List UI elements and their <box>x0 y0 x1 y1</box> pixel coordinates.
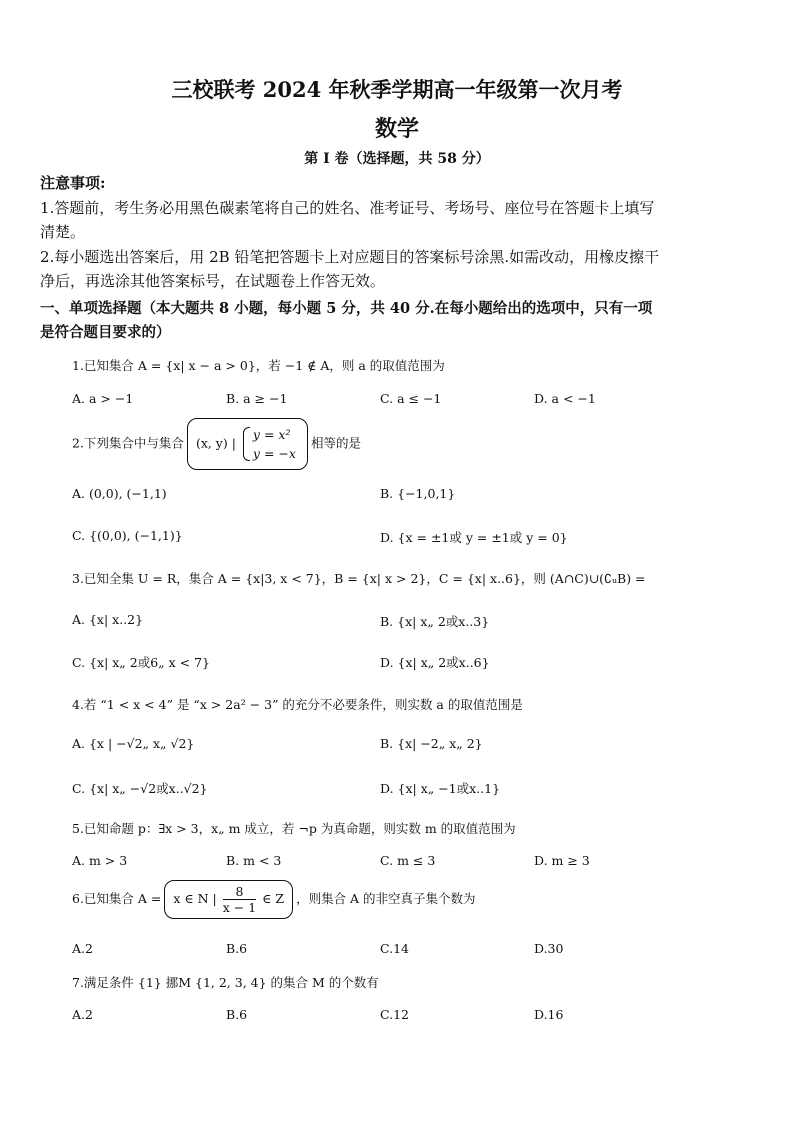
q4-option-a: A. {x | −√2„ x„ √2} <box>72 736 195 751</box>
q6-denominator: x − 1 <box>222 900 257 915</box>
question-2-stem <box>72 418 361 470</box>
q7-option-a: A.2 <box>72 1007 93 1022</box>
q4-option-d: D. {x| x„ −1或x..1} <box>380 781 501 796</box>
q2-option-d: D. {x = ±1或 y = ±1或 y = 0} <box>380 530 568 545</box>
q2-option-a: A. (0,0), (−1,1) <box>72 486 167 501</box>
q5-option-d: D. m ≥ 3 <box>534 853 590 868</box>
q6-set-brace: x ∈ N | $\frac{8}{x - 1}$ ∈ Z <box>164 880 293 919</box>
q2-xy: (x, y) <box>195 435 228 451</box>
q6-prefix: 6.已知集合 A = <box>72 891 162 906</box>
question-5-stem: 5.已知命题 p：∃x > 3，x„ m 成立，若 ¬p 为真命题，则实数 m 的取值范围为 <box>72 821 516 836</box>
note-1-line-2: 清楚。 <box>40 223 86 241</box>
volume-title: 第 I 卷（选择题，共 58 分） <box>304 151 490 167</box>
q4-option-c: C. {x| x„ −√2或x..√2} <box>72 781 208 796</box>
q6-x-in-n: x ∈ N <box>173 891 209 906</box>
q7-option-d: D.16 <box>534 1007 564 1022</box>
q1-option-a: A. a > −1 <box>72 391 134 406</box>
question-3-stem: 3.已知全集 U = R，集合 A = {x|3, x < 7}，B = {x| x > 2}，C = {x| x..6}，则 (A∩C)∪(∁ᵤB) = <box>72 571 646 586</box>
note-1-line-1: 1.答题前，考生务必用黑色碳素笔将自己的姓名、准考证号、考场号、座位号在答题卡上填写 <box>40 199 655 217</box>
q1-option-b: B. a ≥ −1 <box>226 391 288 406</box>
q1-option-d: D. a < −1 <box>534 391 596 406</box>
note-2-line-1: 2.每小题选出答案后，用 2B 铅笔把答题卡上对应题目的答案标号涂黑.如需改动，用橡皮擦干 <box>40 248 660 266</box>
q3-option-b: B. {x| x„ 2或x..3} <box>380 614 490 629</box>
q7-option-b: B.6 <box>226 1007 248 1022</box>
q5-option-c: C. m ≤ 3 <box>380 853 436 868</box>
note-2-line-2: 净后，再选涂其他答案标号，在试题卷上作答无效。 <box>40 272 386 290</box>
question-4-stem: 4.若 “1 < x < 4” 是 “x > 2a² − 3” 的充分不必要条件，则实数 a 的取值范围是 <box>72 697 523 712</box>
question-1-stem: 1.已知集合 A = {x| x − a > 0}，若 −1 ∉ A，则 a 的取值范围为 <box>72 358 445 373</box>
q6-option-c: C.14 <box>380 941 409 956</box>
q5-option-b: B. m < 3 <box>226 853 282 868</box>
q6-suffix: ，则集合 A 的非空真子集个数为 <box>296 891 476 906</box>
q6-option-b: B.6 <box>226 941 248 956</box>
q1-option-c: C. a ≤ −1 <box>380 391 442 406</box>
question-6-stem <box>72 880 476 919</box>
q2-equation-system <box>243 425 296 463</box>
q6-option-a: A.2 <box>72 941 93 956</box>
section-heading-line-1: 一、单项选择题（本大题共 8 小题，每小题 5 分，共 40 分.在每小题给出的选项中，只有一项 <box>40 300 653 317</box>
q6-in-z: ∈ Z <box>262 891 285 906</box>
section-heading-line-2: 是符合题目要求的） <box>40 324 171 341</box>
question-7-stem: 7.满足条件 {1} 挪M {1, 2, 3, 4} 的集合 M 的个数有 <box>72 975 379 990</box>
q2-option-b: B. {−1,0,1} <box>380 486 456 501</box>
q3-option-c: C. {x| x„ 2或6„ x < 7} <box>72 655 210 670</box>
subject-title: 数学 <box>374 116 419 142</box>
q4-option-b: B. {x| −2„ x„ 2} <box>380 736 483 751</box>
q2-option-c: C. {(0,0), (−1,1)} <box>72 528 183 543</box>
q2-set-brace: (x, y) | y = x² y = −x <box>187 418 308 470</box>
q3-option-a: A. {x| x..2} <box>72 612 144 627</box>
q3-option-d: D. {x| x„ 2或x..6} <box>380 655 490 670</box>
q6-fraction <box>223 884 256 915</box>
q5-option-a: A. m > 3 <box>72 853 128 868</box>
notes-heading: 注意事项: <box>40 174 106 192</box>
q2-eq1: y = x² <box>252 427 291 442</box>
q2-suffix: 相等的是 <box>310 435 361 451</box>
q2-eq2: y = −x <box>252 446 296 461</box>
q2-prefix: 2.下列集合中与集合 <box>72 435 184 451</box>
exam-title: 三校联考 2024 年秋季学期高一年级第一次月考 <box>171 77 623 102</box>
q6-numerator: 8 <box>223 884 256 900</box>
q7-option-c: C.12 <box>380 1007 409 1022</box>
q6-option-d: D.30 <box>534 941 564 956</box>
